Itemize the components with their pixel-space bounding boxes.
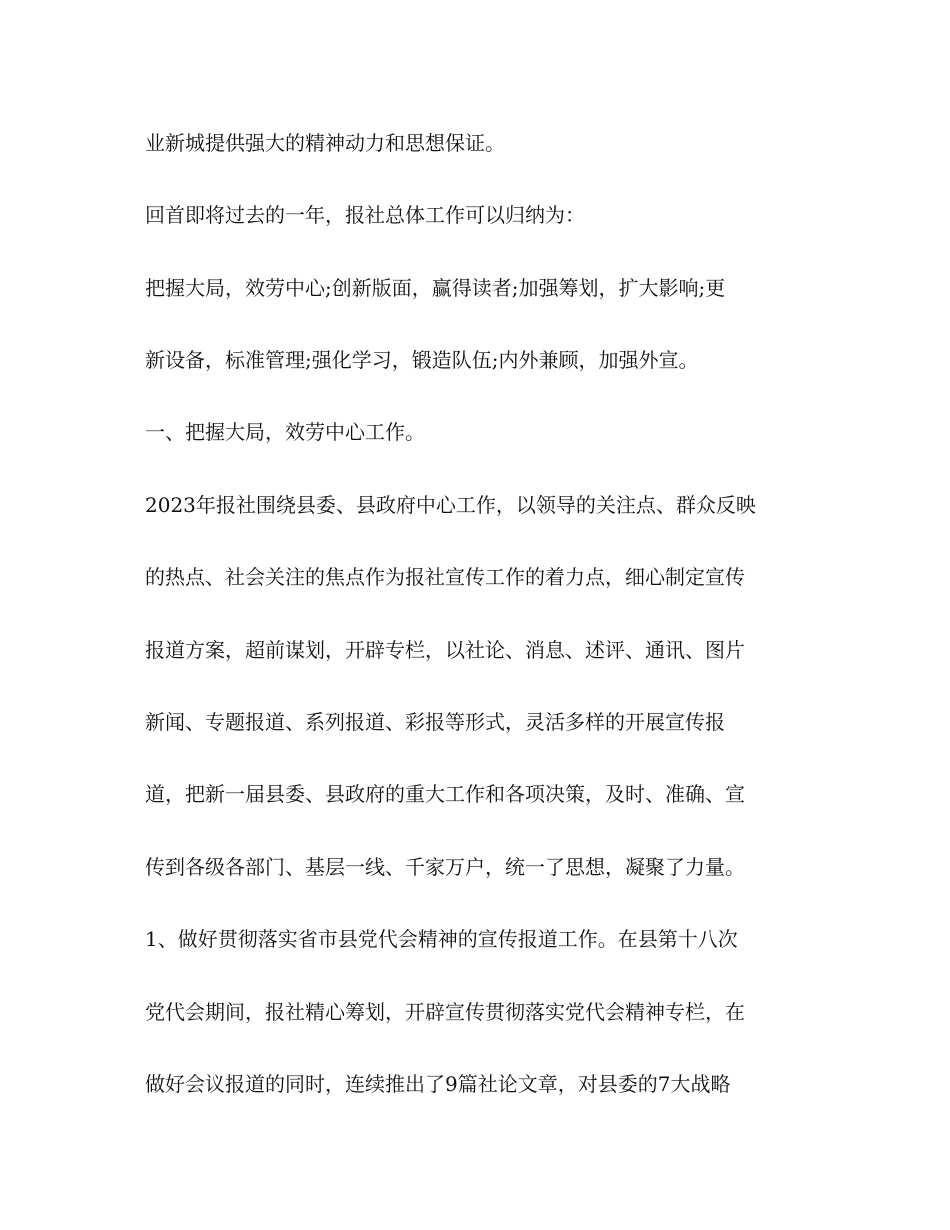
text-line: 传到各级各部门、基层一线、千家万户，统一了思想，凝聚了力量。 xyxy=(145,855,745,879)
text-line: 新设备，标准管理;强化学习，锻造队伍;内外兼顾，加强外宣。 xyxy=(145,348,699,372)
section-heading: 一、把握大局，效劳中心工作。 xyxy=(145,420,425,444)
text-line: 回首即将过去的一年，报社总体工作可以归纳为： xyxy=(145,203,585,227)
text-line: 道，把新一届县委、县政府的重大工作和各项决策，及时、准确、宣 xyxy=(145,782,745,806)
text-line: 党代会期间，报社精心筹划，开辟宣传贯彻落实党代会精神专栏，在 xyxy=(145,1000,745,1024)
numbered-item-line: 1、做好贯彻落实省市县党代会精神的宣传报道工作。在县第十八次 xyxy=(145,927,738,951)
text-line: 新闻、专题报道、系列报道、彩报等形式，灵活多样的开展宣传报 xyxy=(145,710,725,734)
text-line: 报道方案，超前谋划，开辟专栏，以社论、消息、述评、通讯、图片 xyxy=(145,638,745,662)
text-line: 做好会议报道的同时，连续推出了9篇社论文章，对县委的7大战略 xyxy=(145,1072,731,1096)
text-line: 业新城提供强大的精神动力和思想保证。 xyxy=(145,131,505,155)
text-line: 2023年报社围绕县委、县政府中心工作，以领导的关注点、群众反映 xyxy=(145,493,756,517)
text-line: 的热点、社会关注的焦点作为报社宣传工作的着力点，细心制定宣传 xyxy=(145,565,745,589)
text-line: 把握大局，效劳中心;创新版面，赢得读者;加强筹划，扩大影响;更 xyxy=(145,276,726,300)
